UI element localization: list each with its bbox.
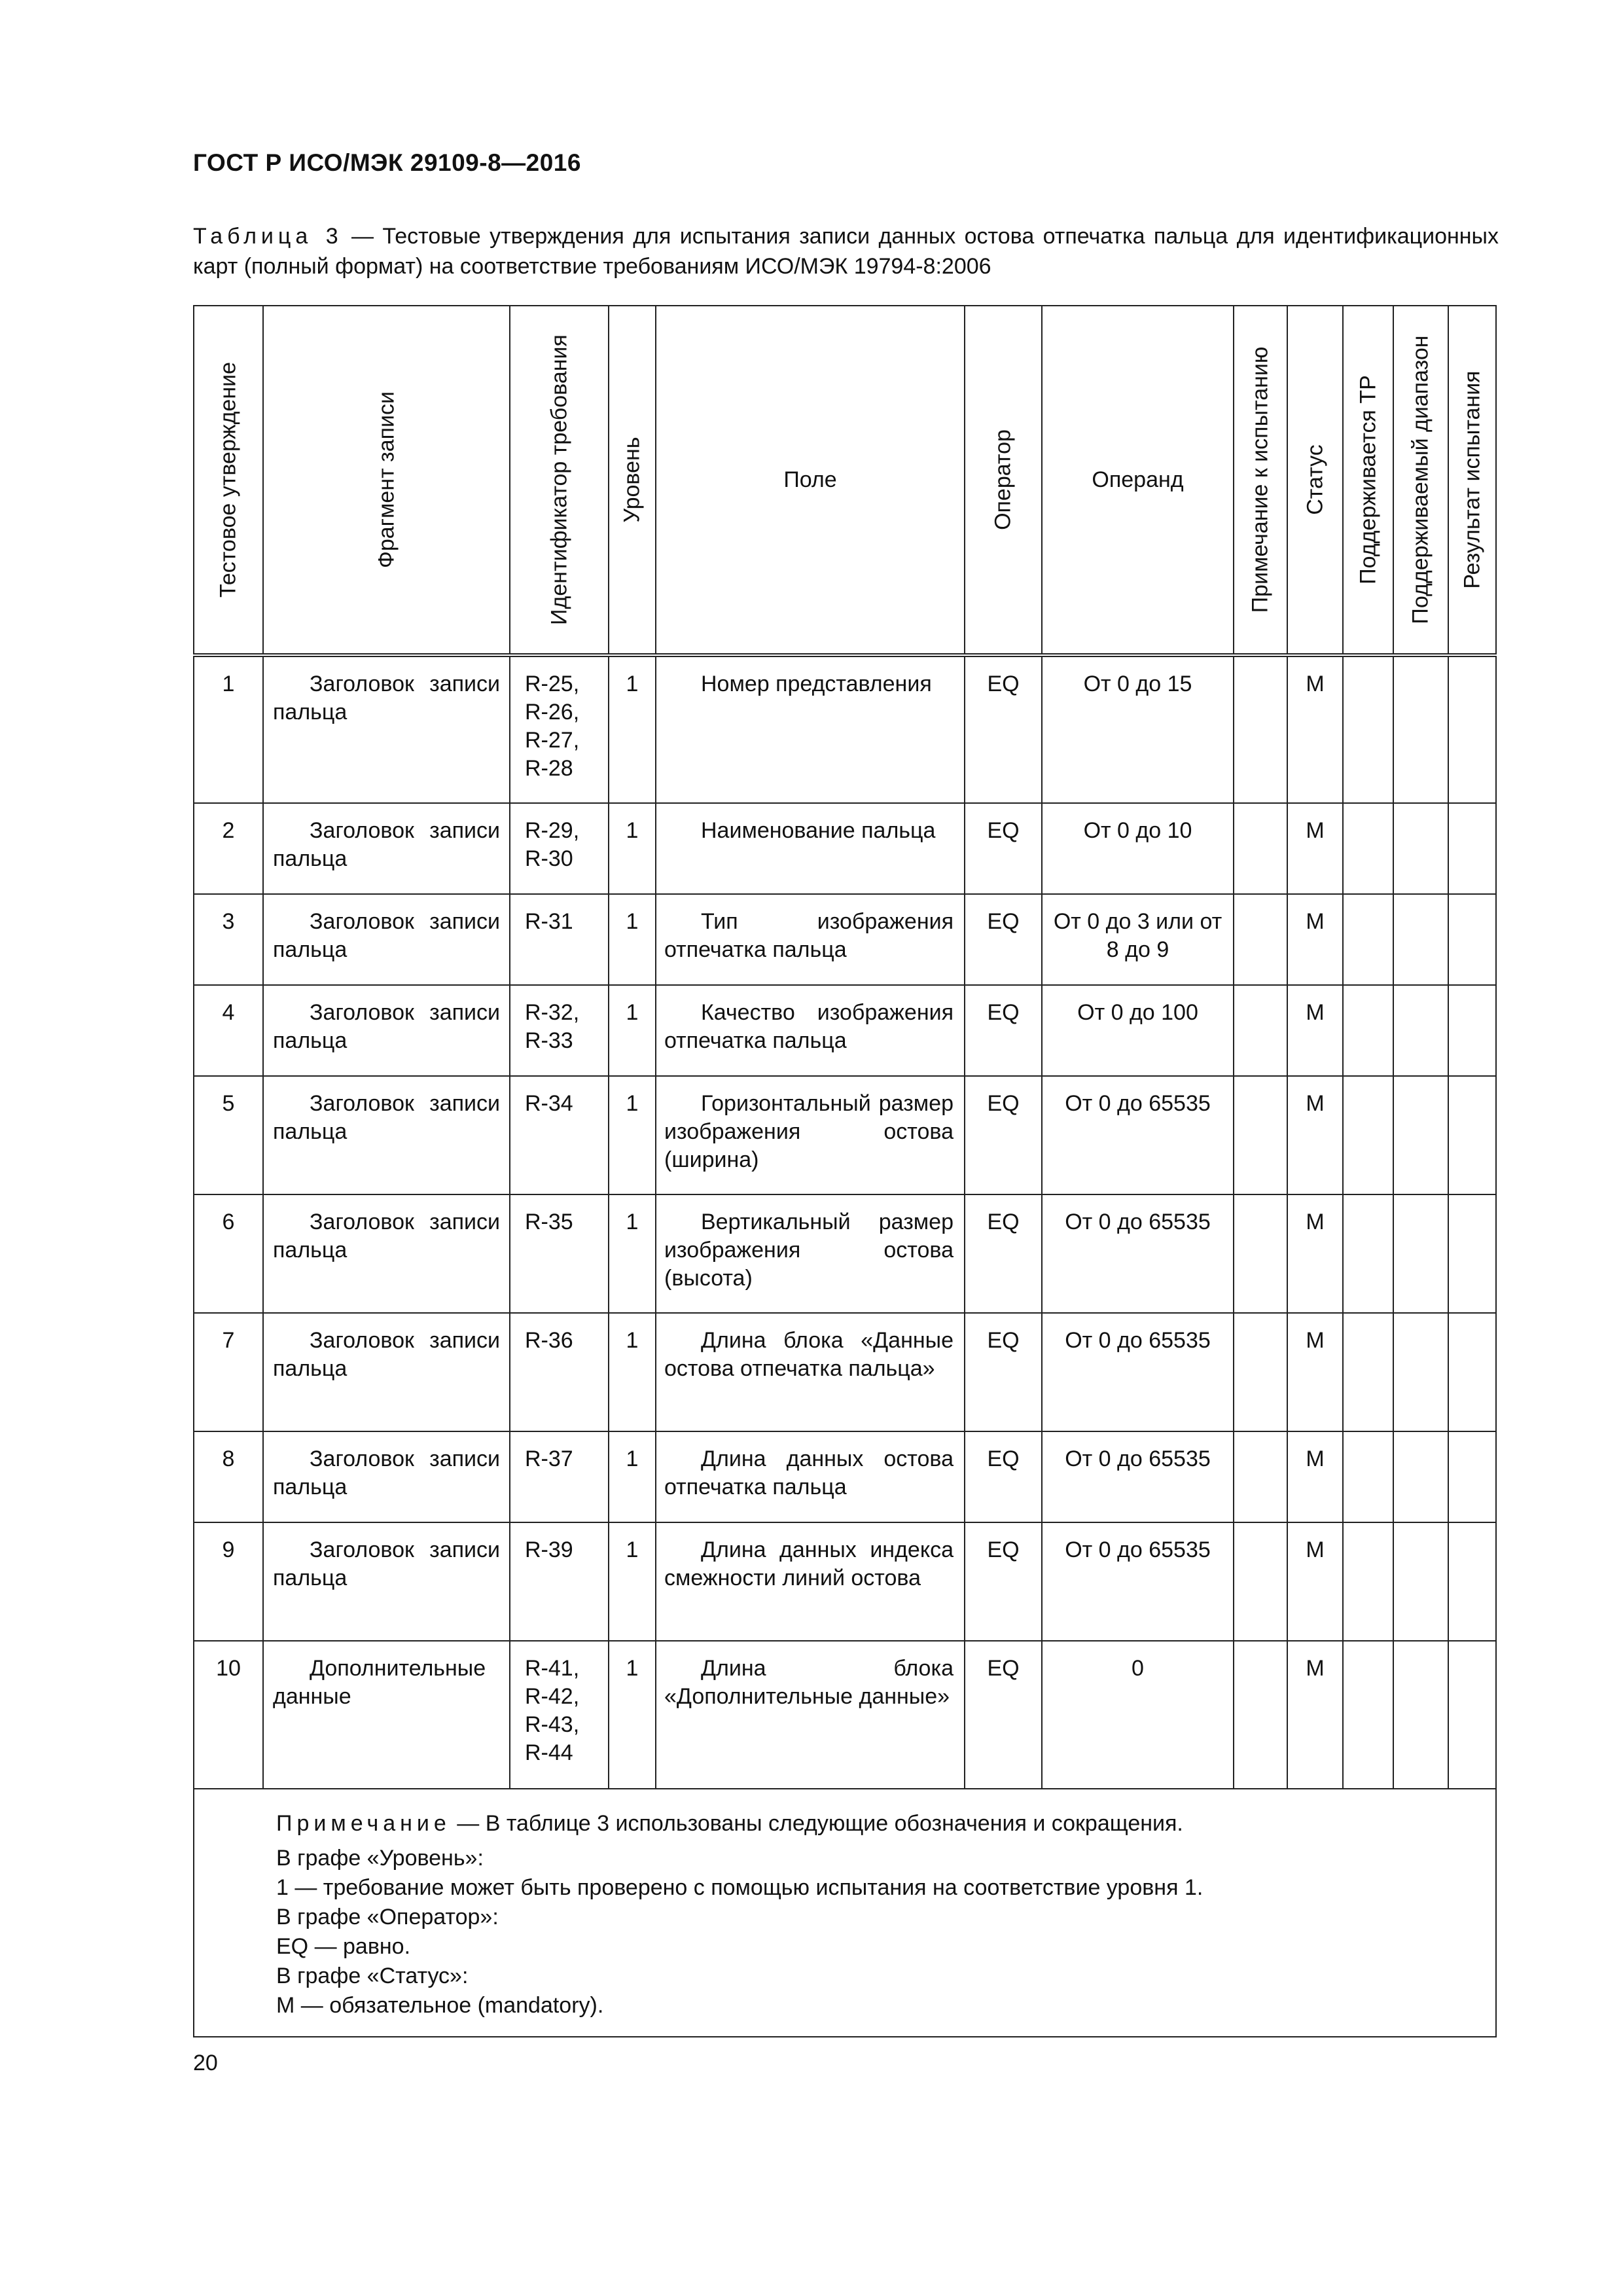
cell-test-note	[1234, 1076, 1287, 1194]
cell-supported-tp	[1343, 985, 1393, 1076]
col-header-record-fragment: Фрагмент записи	[263, 306, 510, 655]
cell-status: M	[1287, 985, 1343, 1076]
cell-requirement: R-41, R-42, R-43, R-44	[510, 1641, 609, 1789]
cell-status: M	[1287, 1076, 1343, 1194]
cell-fragment: Заголовок записи пальца	[263, 1431, 510, 1522]
cell-requirement: R-25, R-26, R-27, R-28	[510, 655, 609, 803]
table-row	[194, 1076, 1496, 1194]
cell-field: Качество изображения отпечатка пальца	[656, 985, 965, 1076]
cell-test-note	[1234, 1194, 1287, 1313]
cell-fragment: Заголовок записи пальца	[263, 1076, 510, 1194]
cell-supported-tp	[1343, 655, 1393, 803]
cell-operator: EQ	[965, 803, 1042, 894]
cell-fragment: Заголовок записи пальца	[263, 1313, 510, 1431]
cell-supported-tp	[1343, 1194, 1393, 1313]
cell-operand: От 0 до 100	[1042, 985, 1234, 1076]
cell-field: Горизонтальный размер изображения остова (ширина)	[656, 1076, 965, 1194]
cell-operator: EQ	[965, 1194, 1042, 1313]
cell-supported-range	[1393, 1194, 1448, 1313]
cell-supported-tp	[1343, 1641, 1393, 1789]
cell-supported-tp	[1343, 803, 1393, 894]
cell-fragment: Заголовок записи пальца	[263, 1194, 510, 1313]
cell-operator: EQ	[965, 894, 1042, 985]
cell-operator: EQ	[965, 985, 1042, 1076]
cell-test-result	[1448, 803, 1496, 894]
note-intro	[276, 1809, 1482, 1839]
cell-requirement: R-37	[510, 1431, 609, 1522]
table-caption	[193, 221, 1499, 281]
cell-level: 1	[609, 803, 656, 894]
cell-test-result	[1448, 1641, 1496, 1789]
cell-supported-range	[1393, 1522, 1448, 1641]
cell-fragment: Заголовок записи пальца	[263, 985, 510, 1076]
table-note-row	[194, 1789, 1496, 2037]
cell-supported-range	[1393, 894, 1448, 985]
cell-operator: EQ	[965, 1431, 1042, 1522]
cell-field: Длина данных остова отпечатка пальца	[656, 1431, 965, 1522]
cell-fragment: Заголовок записи пальца	[263, 1522, 510, 1641]
cell-field: Длина блока «Дополнительные данные»	[656, 1641, 965, 1789]
note-line: EQ — равно.	[276, 1934, 411, 1959]
note-intro-text: — В таблице 3 использованы следующие обозначения и сокращения.	[450, 1811, 1183, 1836]
cell-field: Вертикальный размер изображения остова (высота)	[656, 1194, 965, 1313]
note-label: Примечание	[276, 1811, 451, 1836]
cell-operand: От 0 до 10	[1042, 803, 1234, 894]
cell-operand: 0	[1042, 1641, 1234, 1789]
cell-operand: От 0 до 65535	[1042, 1431, 1234, 1522]
table-row	[194, 894, 1496, 985]
cell-operand: От 0 до 3 или от 8 до 9	[1042, 894, 1234, 985]
cell-status: M	[1287, 1431, 1343, 1522]
cell-supported-tp	[1343, 1431, 1393, 1522]
cell-number: 7	[194, 1313, 263, 1431]
cell-supported-tp	[1343, 1313, 1393, 1431]
cell-supported-range	[1393, 655, 1448, 803]
cell-test-result	[1448, 1313, 1496, 1431]
cell-test-note	[1234, 1313, 1287, 1431]
cell-number: 4	[194, 985, 263, 1076]
cell-level: 1	[609, 1313, 656, 1431]
table-row	[194, 1313, 1496, 1431]
cell-supported-range	[1393, 1313, 1448, 1431]
table-row	[194, 1522, 1496, 1641]
cell-status: M	[1287, 1522, 1343, 1641]
cell-number: 5	[194, 1076, 263, 1194]
cell-level: 1	[609, 655, 656, 803]
cell-supported-range	[1393, 803, 1448, 894]
cell-test-note	[1234, 1641, 1287, 1789]
table-row	[194, 1641, 1496, 1789]
cell-requirement: R-34	[510, 1076, 609, 1194]
table-row	[194, 803, 1496, 894]
col-header-test-assertion: Тестовое утверждение	[194, 306, 263, 655]
cell-level: 1	[609, 894, 656, 985]
col-header-field: Поле	[656, 306, 965, 655]
table-caption-label: Таблица 3	[193, 224, 343, 249]
test-assertions-table	[193, 305, 1497, 2037]
cell-field: Длина данных индекса смежности линий остова	[656, 1522, 965, 1641]
cell-fragment: Дополнительные данные	[263, 1641, 510, 1789]
cell-operand: От 0 до 65535	[1042, 1313, 1234, 1431]
cell-field: Номер представления	[656, 655, 965, 803]
cell-supported-tp	[1343, 1076, 1393, 1194]
cell-test-note	[1234, 1431, 1287, 1522]
cell-supported-tp	[1343, 894, 1393, 985]
cell-fragment: Заголовок записи пальца	[263, 803, 510, 894]
cell-level: 1	[609, 985, 656, 1076]
cell-operator: EQ	[965, 1313, 1042, 1431]
cell-test-result	[1448, 1076, 1496, 1194]
cell-requirement: R-35	[510, 1194, 609, 1313]
cell-status: M	[1287, 803, 1343, 894]
cell-level: 1	[609, 1431, 656, 1522]
cell-operator: EQ	[965, 1641, 1042, 1789]
cell-operator: EQ	[965, 655, 1042, 803]
cell-level: 1	[609, 1076, 656, 1194]
cell-test-note	[1234, 1522, 1287, 1641]
cell-test-note	[1234, 985, 1287, 1076]
col-header-operand: Операнд	[1042, 306, 1234, 655]
cell-requirement: R-29, R-30	[510, 803, 609, 894]
cell-number: 2	[194, 803, 263, 894]
cell-number: 6	[194, 1194, 263, 1313]
cell-field: Длина блока «Данные остова отпечатка пальца»	[656, 1313, 965, 1431]
col-header-test-note: Примечание к испытанию	[1234, 306, 1287, 655]
cell-operator: EQ	[965, 1522, 1042, 1641]
cell-supported-range	[1393, 1641, 1448, 1789]
page-number: 20	[193, 2051, 218, 2075]
cell-status: M	[1287, 894, 1343, 985]
cell-supported-range	[1393, 1076, 1448, 1194]
cell-operand: От 0 до 65535	[1042, 1076, 1234, 1194]
table-caption-text: — Тестовые утверждения для испытания записи данных остова отпечатка пальца для идентификационных карт (полный формат) на соответствие требованиям ИСО/МЭК 19794-8:2006	[193, 224, 1499, 279]
cell-level: 1	[609, 1522, 656, 1641]
table-row	[194, 985, 1496, 1076]
cell-number: 1	[194, 655, 263, 803]
document-header: ГОСТ Р ИСО/МЭК 29109-8—2016	[193, 149, 581, 176]
col-header-test-result: Результат испытания	[1448, 306, 1496, 655]
cell-operator: EQ	[965, 1076, 1042, 1194]
cell-fragment: Заголовок записи пальца	[263, 655, 510, 803]
col-header-level: Уровень	[609, 306, 656, 655]
cell-status: M	[1287, 1194, 1343, 1313]
col-header-requirement-id: Идентификатор требования	[510, 306, 609, 655]
table-note	[194, 1789, 1496, 2037]
cell-supported-range	[1393, 985, 1448, 1076]
col-header-operator: Оператор	[965, 306, 1042, 655]
col-header-supported-tp: Поддерживается ТР	[1343, 306, 1393, 655]
cell-level: 1	[609, 1194, 656, 1313]
cell-number: 8	[194, 1431, 263, 1522]
cell-test-result	[1448, 1522, 1496, 1641]
cell-test-result	[1448, 985, 1496, 1076]
note-line: В графе «Оператор»:	[276, 1905, 499, 1929]
cell-test-result	[1448, 1431, 1496, 1522]
cell-requirement: R-31	[510, 894, 609, 985]
cell-supported-range	[1393, 1431, 1448, 1522]
note-line: 1 — требование может быть проверено с помощью испытания на соответствие уровня 1.	[276, 1875, 1204, 1900]
cell-fragment: Заголовок записи пальца	[263, 894, 510, 985]
cell-test-result	[1448, 655, 1496, 803]
col-header-status: Статус	[1287, 306, 1343, 655]
col-header-supported-range: Поддерживаемый диапазон	[1393, 306, 1448, 655]
table-row	[194, 655, 1496, 803]
note-line: В графе «Уровень»:	[276, 1846, 484, 1871]
note-line: В графе «Статус»:	[276, 1964, 469, 1988]
cell-operand: От 0 до 65535	[1042, 1522, 1234, 1641]
cell-status: M	[1287, 655, 1343, 803]
cell-operand: От 0 до 15	[1042, 655, 1234, 803]
cell-number: 9	[194, 1522, 263, 1641]
cell-test-note	[1234, 894, 1287, 985]
cell-test-note	[1234, 803, 1287, 894]
cell-field: Наименование пальца	[656, 803, 965, 894]
cell-requirement: R-32, R-33	[510, 985, 609, 1076]
cell-status: M	[1287, 1313, 1343, 1431]
cell-number: 3	[194, 894, 263, 985]
cell-status: M	[1287, 1641, 1343, 1789]
cell-test-note	[1234, 655, 1287, 803]
cell-number: 10	[194, 1641, 263, 1789]
cell-requirement: R-39	[510, 1522, 609, 1641]
table-header-row	[194, 306, 1496, 655]
cell-test-result	[1448, 1194, 1496, 1313]
table-row	[194, 1431, 1496, 1522]
cell-supported-tp	[1343, 1522, 1393, 1641]
note-line: M — обязательное (mandatory).	[276, 1993, 604, 2018]
cell-requirement: R-36	[510, 1313, 609, 1431]
cell-level: 1	[609, 1641, 656, 1789]
cell-field: Тип изображения отпечатка пальца	[656, 894, 965, 985]
cell-test-result	[1448, 894, 1496, 985]
table-row	[194, 1194, 1496, 1313]
cell-operand: От 0 до 65535	[1042, 1194, 1234, 1313]
